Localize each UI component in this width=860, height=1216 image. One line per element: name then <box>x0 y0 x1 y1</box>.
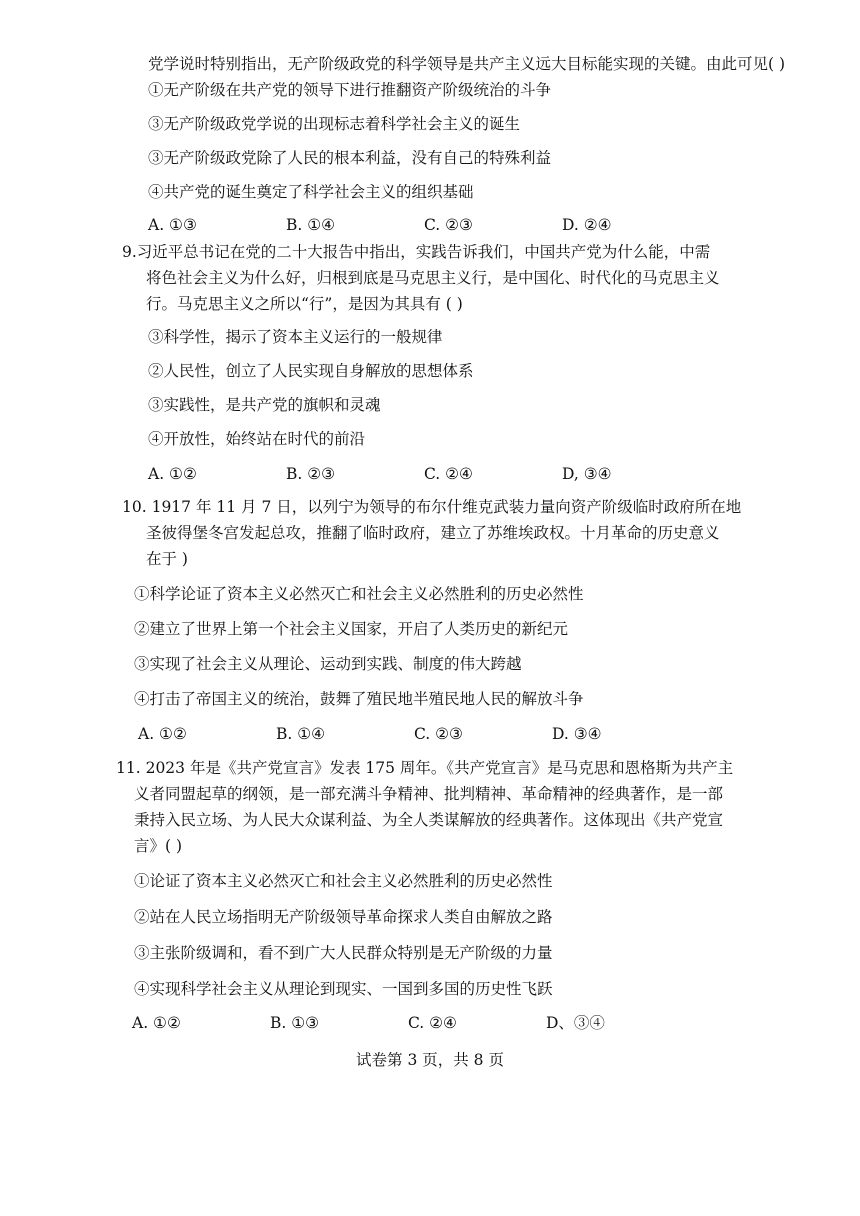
q8-option-d: D. ②④ <box>562 216 612 234</box>
q9-item-3: ③实践性，是共产党的旗帜和灵魂 <box>148 396 381 414</box>
q9-option-a: A. ①② <box>148 465 197 483</box>
q8-stem-tail: 党学说时特别指出，无产阶级政党的科学领导是共产主义远大目标能实现的关键。由此可见( ) <box>148 55 786 73</box>
q8-item-1: ①无产阶级在共产党的领导下进行推翻资产阶级统治的斗争 <box>148 81 552 99</box>
q10-item-4: ④打击了帝国主义的统治，鼓舞了殖民地半殖民地人民的解放斗争 <box>134 690 584 708</box>
q8-option-c: C. ②③ <box>424 216 473 234</box>
q11-option-d: D、③④ <box>546 1014 605 1032</box>
q9-options <box>148 464 700 484</box>
q9-option-c: C. ②④ <box>424 465 473 483</box>
q11-stem-line-3: 秉持入民立场、为人民大众谋利益、为全人类谋解放的经典著作。这体现出《共产党宣 <box>134 811 724 829</box>
q10-item-2: ②建立了世界上第一个社会主义国家，开启了人类历史的新纪元 <box>134 620 569 638</box>
q10-option-d: D. ③④ <box>552 725 602 743</box>
q10-options <box>138 724 690 744</box>
q11-item-1: ①论证了资本主义必然灭亡和社会主义必然胜利的历史必然性 <box>134 872 553 890</box>
q11-stem-line-4: 言》( ) <box>134 837 183 855</box>
q8-item-3: ③无产阶级政党除了人民的根本利益，没有自己的特殊利益 <box>148 149 552 167</box>
q10-option-b: B. ①④ <box>276 725 326 743</box>
q9-stem-line-1: 9.习近平总书记在党的二十大报告中指出，实践告诉我们，中国共产党为什么能，中需 <box>122 243 711 261</box>
q11-item-2: ②站在人民立场指明无产阶级领导革命探求人类自由解放之路 <box>134 908 553 926</box>
page-footer: 试卷第 3 页，共 8 页 <box>356 1051 504 1069</box>
q9-item-4: ④开放性，始终站在时代的前沿 <box>148 430 366 448</box>
q11-option-c: C. ②④ <box>408 1014 457 1032</box>
q11-option-b: B. ①③ <box>270 1014 320 1032</box>
q10-stem-line-1: 10. 1917 年 11 月 7 日，以列宁为领导的布尔什维克武装力量向资产阶级临时政府所在地 <box>122 498 742 516</box>
q11-option-a: A. ①② <box>132 1014 181 1032</box>
q11-stem-line-1: 11. 2023 年是《共产党宣言》发表 175 周年。《共产党宣言》是马克思和恩格斯为共产主 <box>116 759 734 777</box>
q10-stem-line-2: 圣彼得堡冬宫发起总攻，推翻了临时政府，建立了苏维埃政权。十月革命的历史意义 <box>146 524 720 542</box>
q8-option-a: A. ①③ <box>148 216 197 234</box>
q10-option-c: C. ②③ <box>414 725 463 743</box>
q8-options <box>148 215 700 235</box>
q9-stem-line-2: 将色社会主义为什么好，归根到底是马克思主义行，是中国化、时代化的马克思主义 <box>146 269 720 287</box>
q8-option-b: B. ①④ <box>286 216 336 234</box>
q11-item-3: ③主张阶级调和，看不到广大人民群众特别是无产阶级的力量 <box>134 944 553 962</box>
q11-options <box>132 1013 684 1033</box>
q9-option-d: D, ③④ <box>562 465 612 483</box>
q10-item-3: ③实现了社会主义从理论、运动到实践、制度的伟大跨越 <box>134 655 522 673</box>
q10-item-1: ①科学论证了资本主义必然灭亡和社会主义必然胜利的历史必然性 <box>134 585 584 603</box>
q9-stem-line-3: 行。马克思主义之所以“行”，是因为其具有 ( ) <box>146 295 463 313</box>
q11-stem-line-2: 义者同盟起草的纲领，是一部充满斗争精神、批判精神、革命精神的经典著作，是一部 <box>134 785 724 803</box>
q10-stem-line-3: 在于 ) <box>146 550 188 568</box>
q10-option-a: A. ①② <box>138 725 187 743</box>
q8-item-2: ③无产阶级政党学说的出现标志着科学社会主义的诞生 <box>148 115 521 133</box>
q9-option-b: B. ②③ <box>286 465 336 483</box>
q9-item-2: ②人民性，创立了人民实现自身解放的思想体系 <box>148 362 474 380</box>
q11-item-4: ④实现科学社会主义从理论到现实、一国到多国的历史性飞跃 <box>134 980 553 998</box>
q8-item-4: ④共产党的诞生奠定了科学社会主义的组织基础 <box>148 183 474 201</box>
q9-item-1: ③科学性，揭示了资本主义运行的一般规律 <box>148 328 443 346</box>
